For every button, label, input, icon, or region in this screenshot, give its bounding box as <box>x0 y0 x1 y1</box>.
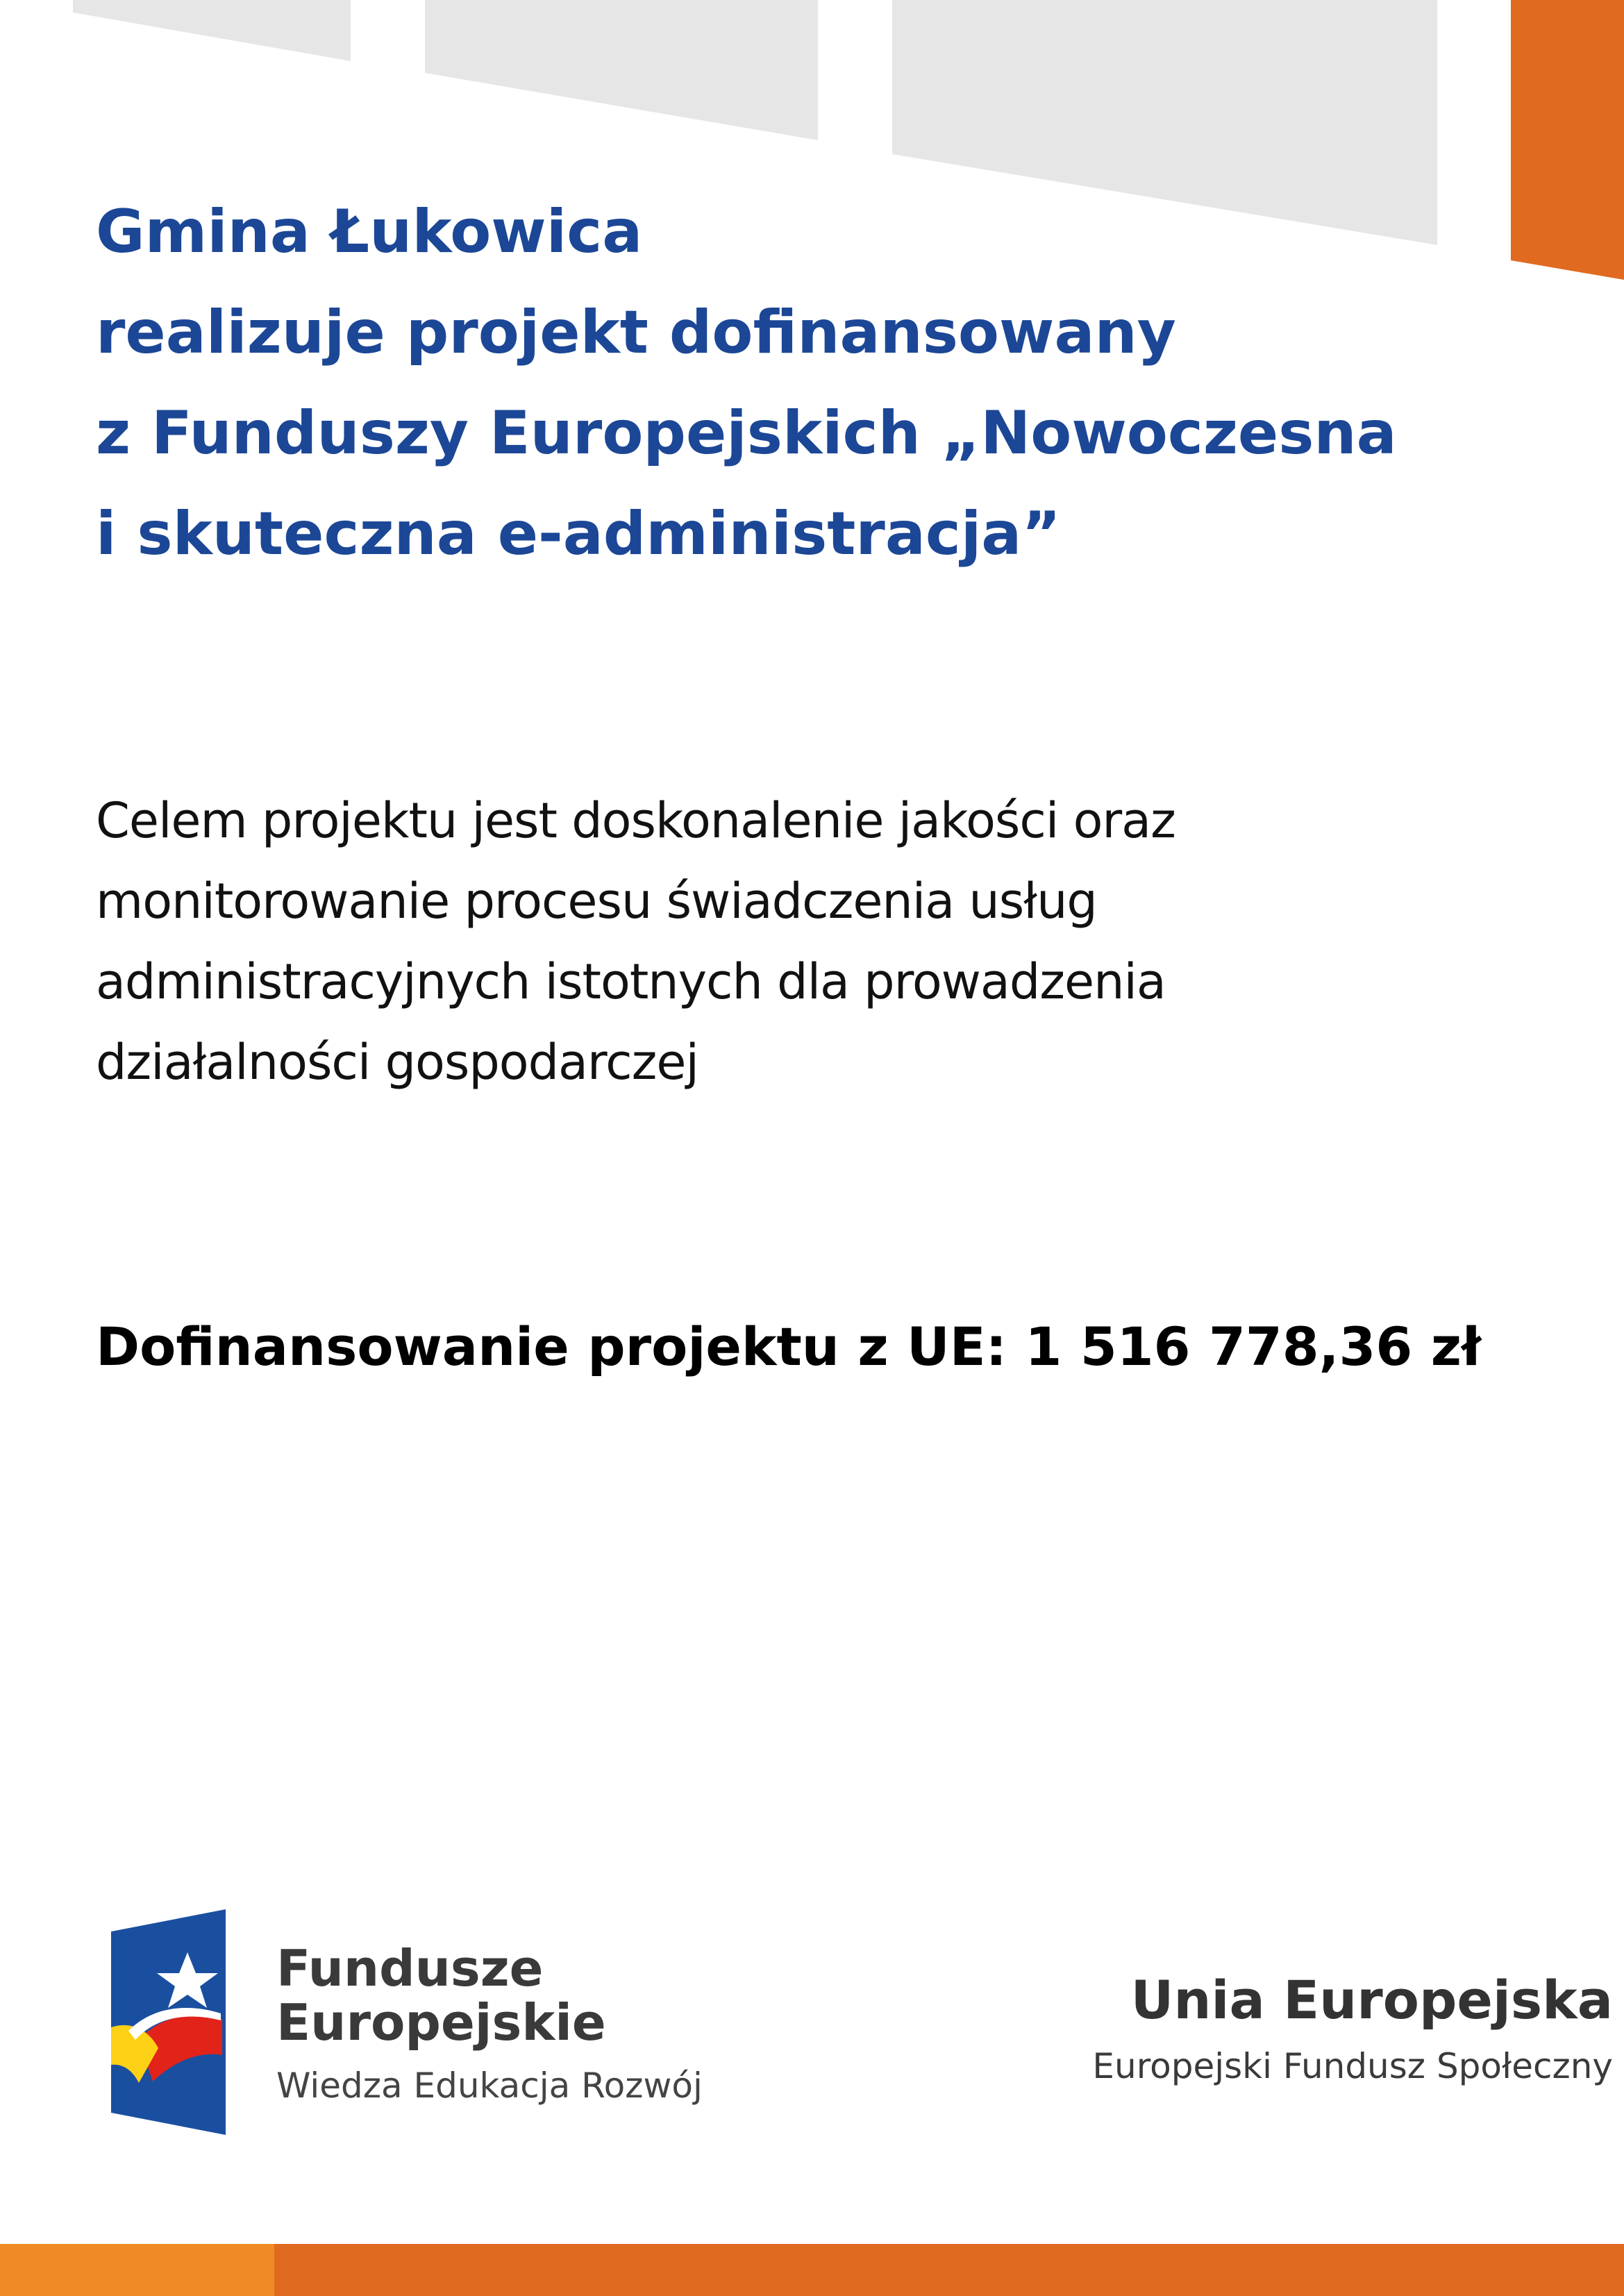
description-line-1: Celem projektu jest doskonalenie jakości oraz <box>96 792 1175 849</box>
gray-band-1 <box>73 0 351 61</box>
title-line-1: Gmina Łukowica <box>96 197 643 267</box>
gray-band-2 <box>425 0 818 140</box>
fe-tagline: Wiedza Edukacja Rozwój <box>276 2065 703 2106</box>
title-line-4: i skuteczna e-administracja” <box>96 499 1061 569</box>
fundusze-europejskie-logo-text <box>276 1941 703 2106</box>
fe-line-1: Fundusze <box>276 1939 544 1997</box>
bottom-orange-bar <box>0 2244 1624 2296</box>
fundusze-europejskie-flag-icon <box>111 1909 226 2135</box>
description-line-2: monitorowanie procesu świadczenia usług <box>96 873 1097 930</box>
eu-logo-text <box>1092 1969 1613 2087</box>
description-line-4: działalności gospodarczej <box>96 1034 698 1091</box>
funding-amount: Dofinansowanie projektu z UE: 1 516 778,36 zł <box>96 1316 1482 1377</box>
project-description <box>96 780 1554 1103</box>
title-line-3: z Funduszy Europejskich „Nowoczesna <box>96 399 1397 468</box>
project-title <box>96 182 1554 585</box>
eu-subtitle: Europejski Fundusz Społeczny <box>1092 2046 1613 2086</box>
fe-line-2: Europejskie <box>276 1993 606 2052</box>
description-line-3: administracyjnych istotnych dla prowadzenia <box>96 953 1166 1010</box>
eu-title: Unia Europejska <box>1130 1969 1613 2031</box>
title-line-2: realizuje projekt dofinansowany <box>96 298 1176 367</box>
